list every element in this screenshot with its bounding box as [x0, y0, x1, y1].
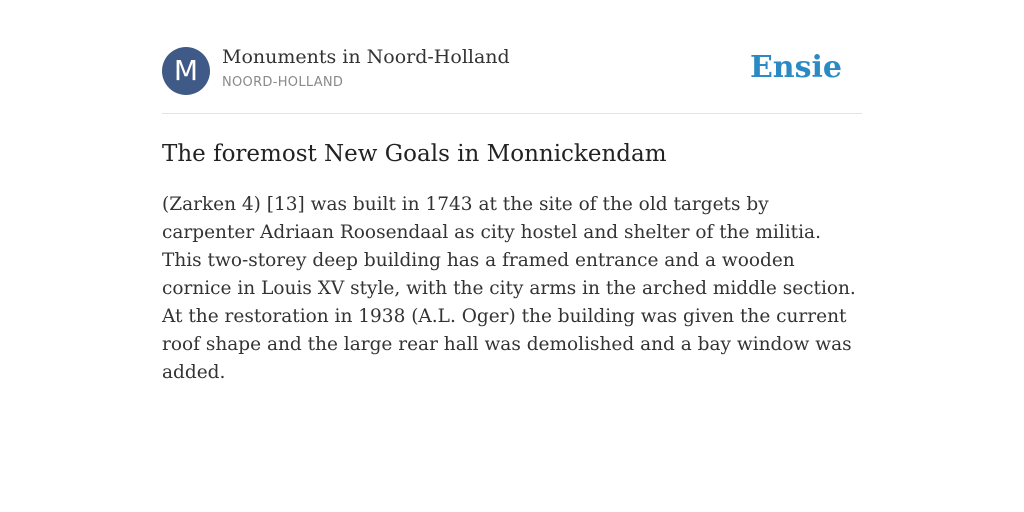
brand-logo: Ensie — [749, 50, 842, 85]
card-header — [162, 46, 862, 114]
article-title: The foremost New Goals in Monnickendam — [162, 141, 667, 167]
article-body: (Zarken 4) [13] was built in 1743 at the site of the old targets by carpenter Adriaan Roosendaal as city hostel and shelter of the militia. This two-storey deep building has a framed entrance and a wooden cornice in Louis XV style, with the city arms in the arched middle section. At the restoration in 1938 (A.L. Oger) the building was given the current roof shape and the large rear hall was demolished and a bay window was added. — [162, 194, 856, 383]
collection-title: Monuments in Noord-Holland — [222, 46, 510, 68]
collection-subtitle: NOORD-HOLLAND — [222, 75, 344, 90]
avatar: M — [162, 47, 210, 95]
share-card — [162, 46, 862, 387]
